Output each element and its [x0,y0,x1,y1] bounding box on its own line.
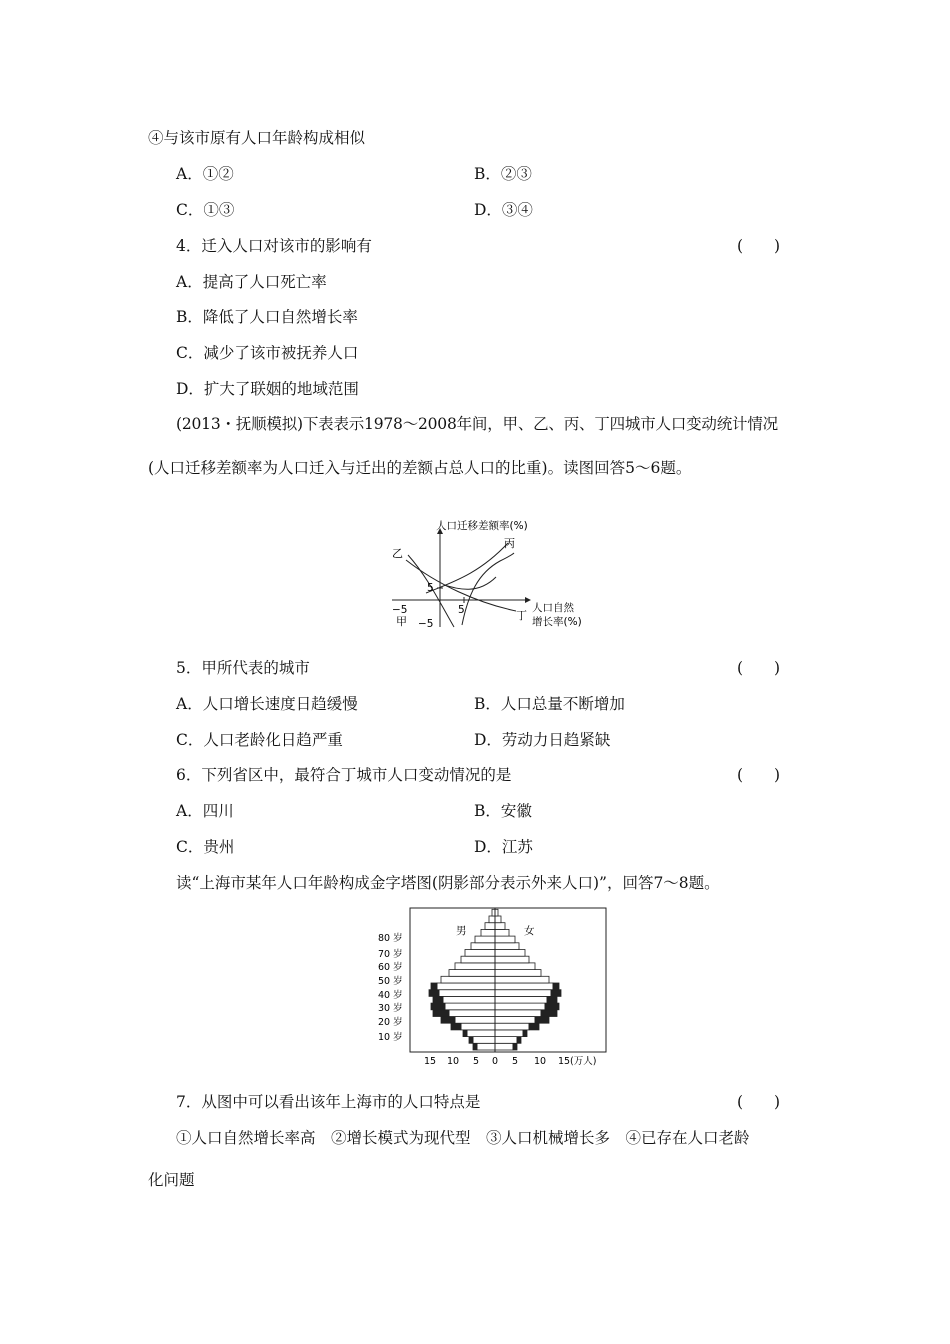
age-label: 40 岁 [378,990,403,1001]
pyramid-bar [471,943,495,950]
pyramid-bar [485,923,495,930]
q5-option-b: B．人口总量不断增加 [474,695,625,713]
label-bing: 丙 [504,537,515,550]
age-label: 60 岁 [378,962,403,973]
q5-option-a: A．人口增长速度日趋缓慢 [176,695,358,713]
q4-option-d: D．扩大了联姻的地域范围 [176,380,359,398]
q6-options-row-2 [176,837,776,857]
pyramid-bar [495,956,529,963]
pyramid-bar-migrant [469,1037,473,1044]
age-label: 20 岁 [378,1017,403,1028]
pyramid-bar [441,976,495,983]
pyramid-bar [461,956,495,963]
x-tick: 5 [473,1056,480,1067]
q4-option-c: C．减少了该市被抚养人口 [176,344,359,362]
pyramid-bar [495,1043,513,1050]
pyramid-bar [495,1030,523,1037]
pyramid-bar-migrant [517,1037,521,1044]
pyramid-bar [467,1030,495,1037]
pyramid-bar [455,963,495,970]
pyramid-bar [449,1010,495,1017]
q4-option-b: B．降低了人口自然增长率 [176,308,358,326]
pyramid-bar [439,990,495,997]
q6-stem: 6．下列省区中，最符合丁城市人口变动情况的是 [176,766,512,784]
pyramid-bar [477,1043,495,1050]
population-pyramid [374,906,614,1070]
pyramid-bar [437,983,495,990]
y-tick-5: 5 [427,582,434,594]
q6-option-a: A．四川 [176,802,234,820]
q6-options-row-1 [176,801,776,821]
x-tick: 15 [558,1056,571,1067]
pyramid-bar [449,970,495,977]
q7-options-line-2: 化问题 [148,1171,195,1189]
x-tick: 10 [534,1056,547,1067]
q7-answer-paren: ( ) [737,1093,781,1111]
pyramid-bar [495,1010,541,1017]
pyramid-bar-migrant [431,983,437,990]
pyramid-bar-migrant [551,990,561,997]
q4-stem: 4．迁入人口对该市的影响有 [176,237,372,255]
pyramid-bar-migrant [513,1043,517,1050]
pyramid-bar-migrant [535,1017,549,1024]
q3-option-4: ④与该市原有人口年龄构成相似 [148,129,366,147]
q7-stem: 7．从图中可以看出该年上海市的人口特点是 [176,1093,481,1111]
q6-option-b: B．安徽 [474,802,532,820]
q5-option-d: D．劳动力日趋紧缺 [474,731,611,749]
pyramid-bar-migrant [473,1043,477,1050]
q3-option-b: B．②③ [474,165,532,183]
pyramid-bar [495,970,541,977]
q3-option-a: A．①② [176,165,234,183]
pyramid-bar [495,950,525,957]
pyramid-bar-migrant [523,1030,527,1037]
pyramid-bar-migrant [433,1010,449,1017]
age-labels [378,932,403,1043]
pyramid-bar-migrant [441,1017,455,1024]
age-label: 80 岁 [378,933,403,944]
q7-options-line-1: ①人口自然增长率高 ②增长模式为现代型 ③人口机械增长多 ④已存在人口老龄 [176,1129,750,1147]
x-axis-label-2: 增长率(%) [532,616,582,628]
pyramid-bar [495,963,535,970]
pyramid-bar [461,1023,495,1030]
pyramid-bar [495,983,553,990]
curve-bing [426,543,508,593]
pyramid-bar [473,1037,495,1044]
pyramid-bar-migrant [431,1003,445,1010]
label-jia: 甲 [396,615,407,628]
x-tick: 5 [512,1056,519,1067]
pyramid-bar [443,996,495,1003]
q6-option-d: D．江苏 [474,838,533,856]
x-tick-labels [424,1055,596,1067]
pyramid-bar [481,929,495,936]
pyramid-bar [495,976,549,983]
q4-answer-paren: ( ) [737,237,781,255]
q5-option-c: C．人口老龄化日趋严重 [176,731,343,749]
pyramid-bar [455,1017,495,1024]
pyramid-bar [465,950,495,957]
intro-paragraph-line-1: (2013・抚顺模拟)下表表示1978～2008年间，甲、乙、丙、丁四城市人口变动统计情况 [176,415,778,433]
label-ding: 丁 [516,609,527,622]
label-yi: 乙 [392,547,403,560]
x-unit: (万人) [570,1056,597,1067]
pyramid-bar-migrant [545,1003,559,1010]
pyramid-bar [495,936,515,943]
pyramid-bar [495,943,519,950]
pyramid-bar [495,1037,517,1044]
pyramid-bar-migrant [451,1023,461,1030]
pyramid-bar [495,990,551,997]
pyramid-bar [495,1023,529,1030]
pyramid-bar-migrant [547,996,557,1003]
pyramid-bar [445,1003,495,1010]
age-label: 10 岁 [378,1032,403,1043]
q5-answer-paren: ( ) [737,659,781,677]
pyramid-bar [495,916,501,923]
pyramid-bar-migrant [529,1023,539,1030]
pyramid-bar-migrant [463,1030,467,1037]
migration-chart [378,515,598,637]
x-tick: 15 [424,1056,437,1067]
pyramid-bar-migrant [433,996,443,1003]
pyramid-bar [475,936,495,943]
pyramid-bar [495,996,547,1003]
intro-paragraph-2: 读“上海市某年人口年龄构成金字塔图(阴影部分表示外来人口)”，回答7～8题。 [176,874,720,892]
pyramid-bar [495,1003,545,1010]
age-label: 30 岁 [378,1003,403,1014]
y-axis-label: 人口迁移差额率(%) [436,520,528,532]
pyramid-bar [495,929,509,936]
x-tick: 0 [492,1056,499,1067]
pyramid-bar-migrant [541,1010,557,1017]
male-label: 男 [456,925,467,937]
q4-option-a: A．提高了人口死亡率 [176,273,327,291]
q5-stem: 5．甲所代表的城市 [176,659,310,677]
pyramid-bar [489,916,495,923]
pyramid-bar-migrant [553,983,559,990]
q3-option-d: D．③④ [474,201,533,219]
q5-options-row-1 [176,694,776,714]
age-label: 70 岁 [378,949,403,960]
x-axis-label-1: 人口自然 [532,602,574,614]
q3-options-row-1 [176,164,776,184]
pyramid-bar-migrant [429,990,439,997]
pyramid-bar [495,1017,535,1024]
x-tick-neg5: −5 [392,604,408,616]
y-tick-neg5: −5 [418,618,434,630]
q6-answer-paren: ( ) [737,766,781,784]
female-label: 女 [524,925,535,937]
intro-paragraph-line-2: (人口迁移差额率为人口迁入与迁出的差额占总人口的比重)。读图回答5～6题。 [148,459,692,477]
age-label: 50 岁 [378,976,403,987]
q3-options-row-2 [176,200,776,220]
q5-options-row-2 [176,730,776,750]
x-tick: 10 [447,1056,460,1067]
pyramid-bar [495,923,505,930]
q3-option-c: C．①③ [176,201,235,219]
q6-option-c: C．贵州 [176,838,235,856]
x-tick-5: 5 [458,604,465,616]
